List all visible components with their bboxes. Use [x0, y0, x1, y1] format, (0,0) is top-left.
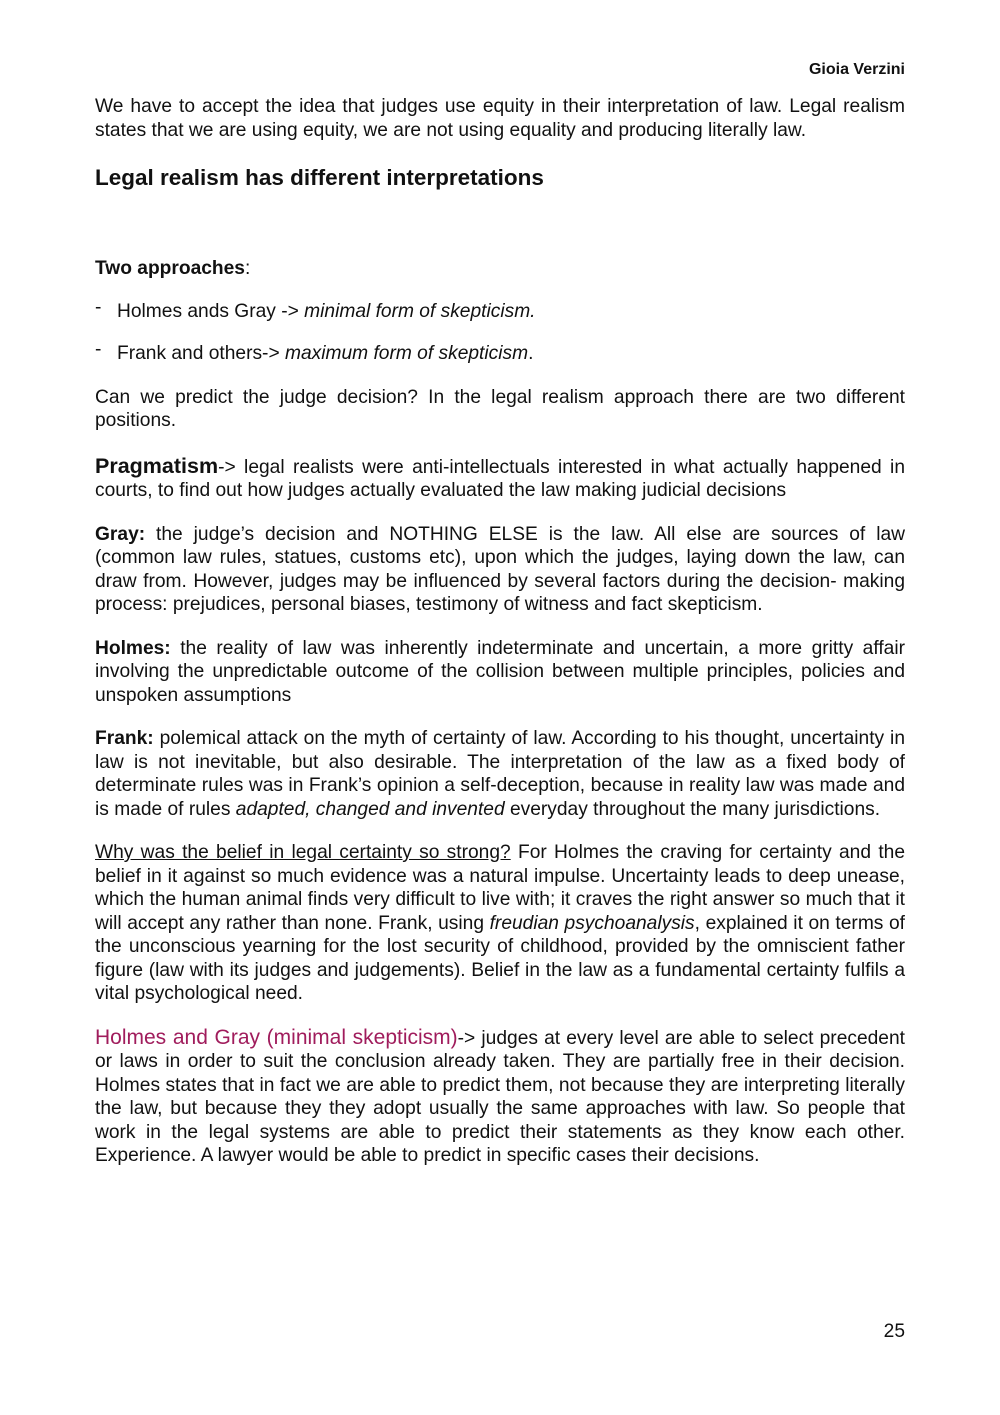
approaches-label-line	[95, 257, 905, 281]
minimal-skepticism-term: Holmes and Gray (minimal skepticism)	[95, 1025, 458, 1049]
author-name: Gioia Verzini	[808, 61, 905, 78]
pragmatism-term: Pragmatism	[95, 453, 219, 478]
approaches-label: Two approaches	[95, 258, 245, 279]
page-number: 25	[883, 1321, 905, 1342]
bullet-marker: -	[95, 339, 102, 360]
section-heading: Legal realism has different interpretations	[95, 165, 544, 190]
frank-emphasis: adapted, changed and invented	[235, 798, 505, 820]
minimal-skepticism-paragraph	[95, 1026, 905, 1168]
frank-term: Frank:	[95, 728, 154, 749]
pragmatism-text: -> legal realists were anti-intellectuals interested in what actually happened in courts, to find out how judges actually evaluated the law making judicial decisions	[95, 456, 905, 501]
certainty-question: Why was the belief in legal certainty so strong?	[95, 842, 511, 863]
bullet-marker: -	[95, 296, 102, 318]
question-paragraph: Can we predict the judge decision? In the legal realism approach there are two different positions.	[95, 386, 905, 431]
list-item-emphasis: minimal form of skepticism.	[304, 300, 536, 322]
frank-text-after: everyday throughout the many jurisdictions.	[504, 798, 881, 820]
list-item-text	[117, 300, 536, 324]
holmes-text: the reality of law was inherently indeterminate and uncertain, a more gritty affair involving the unpredictable outcome of the collision between multiple principles, policies and unspoken assumptions	[95, 637, 905, 706]
list-item-label: Holmes ands Gray ->	[117, 300, 305, 322]
page-content	[95, 95, 905, 1168]
pragmatism-paragraph	[95, 455, 905, 503]
certainty-text-before: For Holmes the craving for certainty and the belief in it against so much evidence was a natural impulse. Uncertainty leads to deep unease, which the human animal finds very difficult to live with; it craves the right answer so much that it will accept any rather than none. Frank, using	[95, 842, 905, 934]
certainty-paragraph	[95, 841, 905, 1006]
list-item-emphasis: maximum form of skepticism	[284, 343, 529, 364]
gray-term: Gray:	[95, 523, 146, 545]
frank-paragraph	[95, 727, 905, 821]
holmes-paragraph	[95, 637, 905, 708]
holmes-term: Holmes:	[95, 637, 171, 659]
intro-paragraph: We have to accept the idea that judges use equity in their interpretation of law. Legal realism states that we are using equity, we are not using equality and producing literally law.	[95, 96, 905, 141]
certainty-text-after: , explained it on terms of the unconscious yearning for the lost security of childhood, provided by the omniscient father figure (law with its judges and judgements). Belief in the law as a fundamental certainty fulfils a vital psychological need.	[95, 912, 905, 1004]
list-item-label: Frank and others->	[117, 343, 285, 364]
list-item	[95, 339, 905, 366]
gray-paragraph	[95, 523, 905, 617]
list-item-text	[117, 342, 533, 366]
certainty-emphasis: freudian psychoanalysis	[489, 912, 695, 934]
list-item-suffix: .	[528, 343, 534, 364]
gray-text: the judge’s decision and NOTHING ELSE is the law. All else are sources of law (common law rules, statues, customs etc), upon which the judges, laying down the law, can draw from. However, judges may be influenced by several factors during the decision- making process: prejudices, personal biases, testimony of witness and fact skepticism.	[95, 523, 905, 615]
minimal-skepticism-text: -> judges at every level are able to select precedent or laws in order to suit the conclusion already taken. They are partially free in their decision. Holmes states that in fact we are able to predict them, not because they are interpreting literally the law, but because they they adopt usually the same approaches with law. So people that work in the legal systems are able to predict their statements as they know each other. Experience. A lawyer would be able to predict in specific cases their decisions.	[95, 1027, 905, 1166]
list-item	[95, 296, 905, 324]
approaches-colon: :	[244, 258, 251, 279]
frank-text-before: polemical attack on the myth of certainty of law. According to his thought, uncertainty in law is not inevitable, but also desirable. The interpretation of the law as a fixed body of determinate rules was in Frank’s opinion a self-deception, because in reality law was made and is made of rules	[95, 728, 905, 820]
